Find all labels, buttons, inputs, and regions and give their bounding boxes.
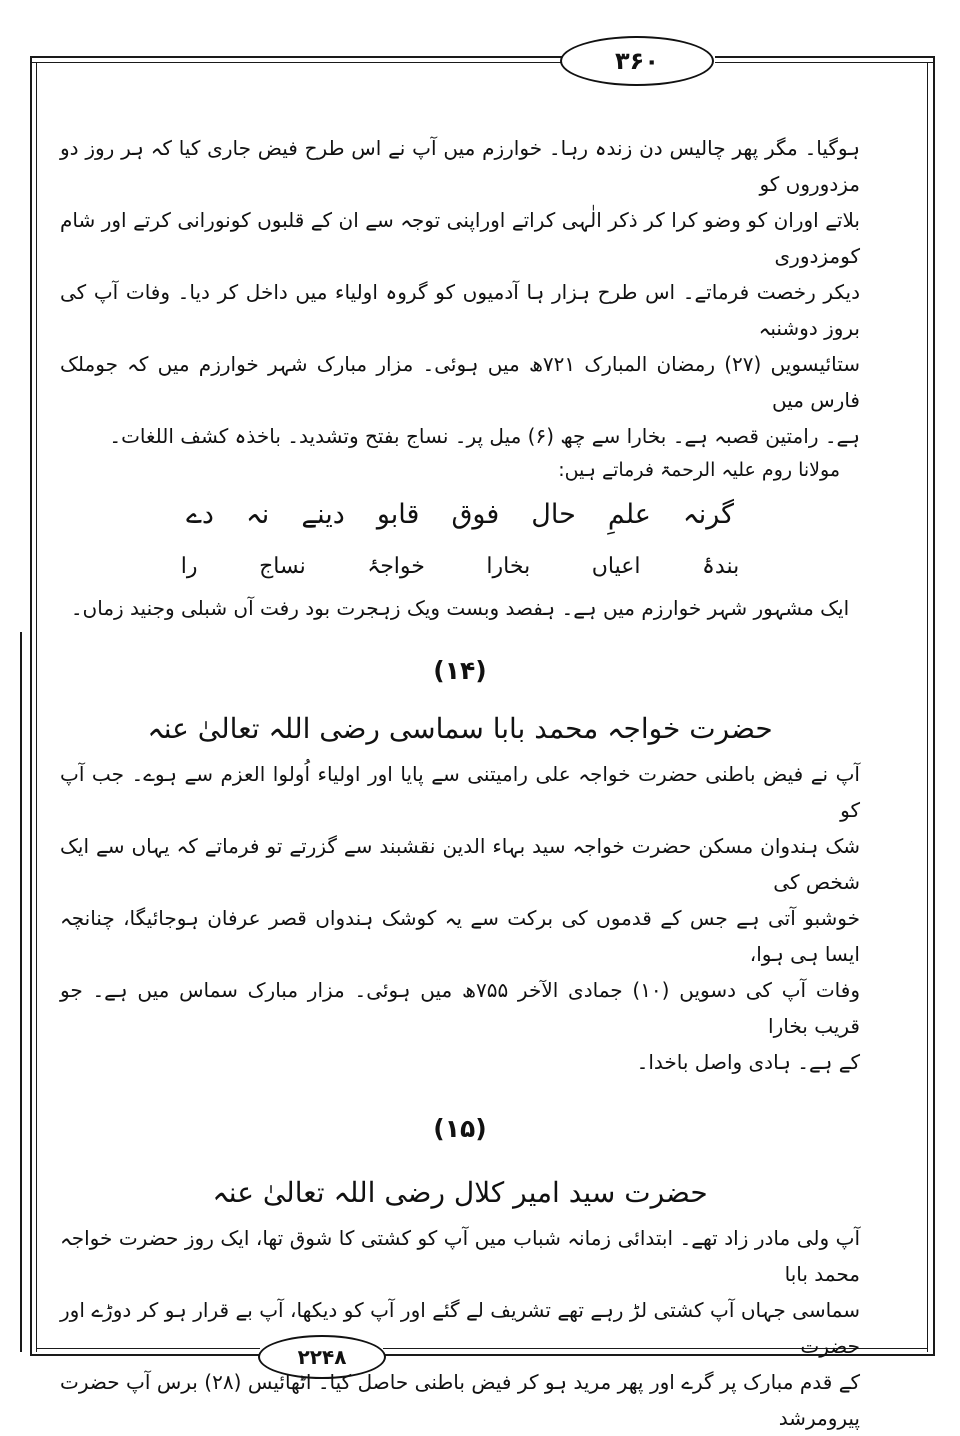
verse-word: گرنہ [682, 498, 734, 530]
frame-mid-vertical-left [20, 632, 22, 1352]
section-15-line: کے قدم مبارک پر گرے اور پھر مرید ہو کر فیض باطنی حاصل کیا۔ اٹھائیس (۲۸) برس آپ حضرت پیرومرشد [60, 1370, 860, 1430]
verse-word: را [180, 553, 198, 579]
section-14-line: شک ہندوان مسکن حضرت خواجہ سید بہاء الدین نقشبند سے گزرتے تو فرماتے کہ یہاں سے ایک شخص کی [60, 834, 860, 894]
section-14-line: کے ہے۔ ہادی واصل باخدا۔ [636, 1050, 860, 1074]
section-15-number: (۱۵) [433, 1114, 487, 1143]
section-14-line: وفات آپ کی دسویں (۱۰) جمادی الآخر ۷۵۵ھ میں ہوئی۔ مزار مبارک سماس میں ہے۔ جو قریب بخارا [60, 978, 860, 1038]
verse-word: علمِ [607, 498, 651, 530]
paragraph-1-line: ستائیسویں (۲۷) رمضان المبارک ۷۲۱ھ میں ہوئی۔ مزار مبارک شہر خوارزم میں کہ جوملک فارس میں [60, 352, 860, 412]
verse-word: قابو [376, 498, 420, 530]
section-14-title: حضرت خواجہ محمد بابا سماسی رضی اللہ تعالیٰ عنہ [147, 712, 773, 745]
verse-word: فوق [451, 498, 500, 530]
verse-word: بخارا [486, 553, 531, 579]
verse-word: دینے [301, 498, 345, 530]
page-number-top-text: ۳۶۰ [615, 47, 659, 75]
frame-top-line-2 [30, 62, 562, 63]
frame-top-right-line-1 [715, 56, 935, 58]
frame-top-line-1 [30, 56, 562, 58]
paragraph-1 [60, 130, 860, 454]
frame-top-right-line-2 [715, 62, 935, 63]
paragraph-1-line: ہے۔ رامتین قصبہ ہے۔ بخارا سے چھ (۶) میل پر۔ نساج بفتح وتشدید۔ باخذہ کشف اللغات۔ [109, 424, 860, 448]
page-content [60, 118, 860, 1436]
section-15-body [60, 1220, 860, 1436]
section-14-body [60, 756, 860, 1080]
section-15-title: حضرت سید امیر کلال رضی اللہ تعالیٰ عنہ [212, 1176, 708, 1209]
paragraph-1-line: ہوگیا۔ مگر پھر چالیس دن زندہ رہا۔ خوارزم میں آپ نے اس طرح فیض جاری کیا کہ ہر روز دو مزدوروں کو [60, 136, 860, 196]
verse-word: بندۂ [702, 553, 740, 579]
page-number-top [560, 36, 714, 86]
section-14-number: (۱۴) [433, 656, 487, 685]
paragraph-1-line: دیکر رخصت فرماتے۔ اس طرح ہزار ہا آدمیوں کو گروہ اولیاء میں داخل کر دیا۔ وفات آپ کی بروز دوشنبہ [60, 280, 860, 340]
section-14-line: خوشبو آتی ہے جس کے قدموں کی برکت سے یہ کوشک ہندواں قصر عرفان ہوجائیگا، چنانچہ ایسا ہی ہوا، [60, 906, 860, 966]
verse-word: اعیاں [591, 553, 641, 579]
verse-line-2 [60, 542, 860, 590]
page-number-bottom-text: ۲۲۴۸ [297, 1345, 347, 1369]
verse-word: حال [531, 498, 576, 530]
verse-word: نہ [245, 498, 270, 530]
section-15-line: آپ ولی مادر زاد تھے۔ ابتدائی زمانہ شباب میں آپ کو کشتی کا شوق تھا، ایک روز حضرت خواجہ محمد بابا [60, 1226, 860, 1286]
frame-left-line-2 [36, 62, 37, 1352]
verse-word: دے [186, 498, 214, 530]
verse-word: خواجۂ [367, 553, 425, 579]
paragraph-1-line: بلاتے اوران کو وضو کرا کر ذکر الٰہی کراتے اوراپنی توجہ سے ان کے قلبوں کونورانی کرتے اور شام کومزدوری [60, 208, 860, 268]
verse-intro: مولانا روم علیہ الرحمۃ فرماتے ہیں: [558, 459, 840, 481]
verse-line-1 [60, 486, 860, 542]
section-15-line: سماسی جہاں آپ کشتی لڑ رہے تھے تشریف لے گئے اور آپ کو دیکھا، آپ بے قرار ہو کر دوڑے اور حضرت [60, 1298, 860, 1358]
paragraph-1-end: ایک مشہور شہر خوارزم میں ہے۔ ہفصد وبست ویک زہجرت بود رفت آں شبلی وجنید زماں۔ [70, 596, 850, 620]
frame-right-line-1 [933, 56, 935, 1356]
frame-left-line-1 [30, 56, 32, 1356]
verse-word: نساج [259, 553, 306, 579]
frame-right-line-2 [927, 62, 928, 1352]
section-14-line: آپ نے فیض باطنی حضرت خواجہ علی رامیتنی سے پایا اور اولیاء اُولوا العزم سے ہوے۔ جب آپ کو [60, 762, 860, 822]
